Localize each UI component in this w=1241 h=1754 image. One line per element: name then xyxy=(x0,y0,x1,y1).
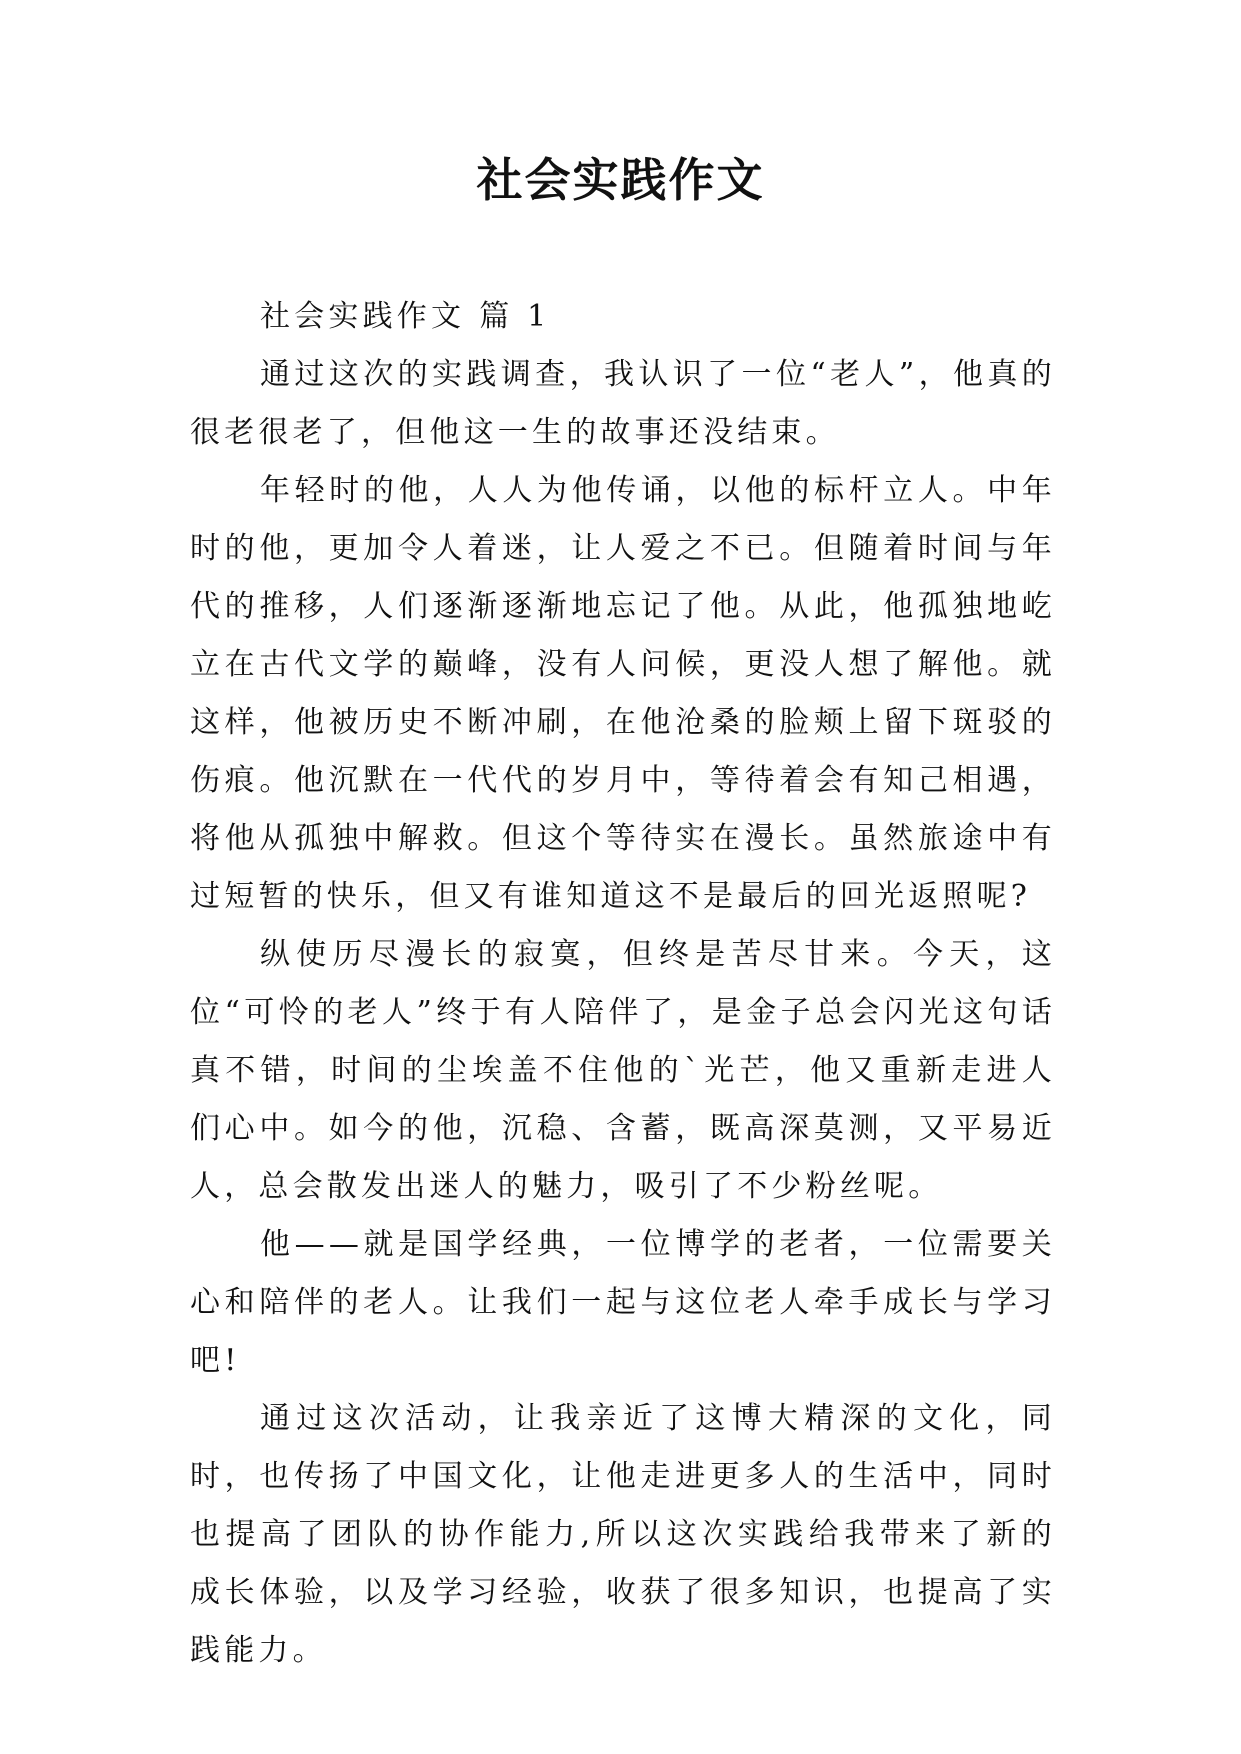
paragraph-4: 他——就是国学经典，一位博学的老者，一位需要关心和陪伴的老人。让我们一起与这位老人牵手成长与学习吧! xyxy=(190,1227,1056,1378)
section-heading xyxy=(190,288,1056,346)
section-number: 篇 1 xyxy=(479,299,551,334)
document-title: 社会实践作文 xyxy=(476,153,765,207)
paragraph-1: 通过这次的实践调查，我认识了一位“老人”，他真的很老很老了，但他这一生的故事还没结束。 xyxy=(190,357,1056,450)
paragraph-5: 通过这次活动，让我亲近了这博大精深的文化，同时，也传扬了中国文化，让他走进更多人的生活中，同时也提高了团队的协作能力,所以这次实践给我带来了新的成长体验，以及学习经验，收获了很多知识，也提高了实践能力。 xyxy=(190,1401,1056,1668)
document-body xyxy=(190,288,1056,1680)
paragraph-3: 纵使历尽漫长的寂寞，但终是苦尽甘来。今天，这位“可怜的老人”终于有人陪伴了，是金子总会闪光这句话真不错，时间的尘埃盖不住他的`光芒，他又重新走进人们心中。如今的他，沉稳、含蓄，既高深莫测，又平易近人，总会散发出迷人的魅力，吸引了不少粉丝呢。 xyxy=(190,937,1056,1204)
paragraph-2: 年轻时的他，人人为他传诵，以他的标杆立人。中年时的他，更加令人着迷，让人爱之不已。但随着时间与年代的推移，人们逐渐逐渐地忘记了他。从此，他孤独地屹立在古代文学的巅峰，没有人问候，更没人想了解他。就这样，他被历史不断冲刷，在他沧桑的脸颊上留下斑驳的伤痕。他沉默在一代代的岁月中，等待着会有知己相遇，将他从孤独中解救。但这个等待实在漫长。虽然旅途中有过短暂的快乐，但又有谁知道这不是最后的回光返照呢? xyxy=(190,473,1056,914)
section-heading-label: 社会实践作文 xyxy=(260,299,466,334)
